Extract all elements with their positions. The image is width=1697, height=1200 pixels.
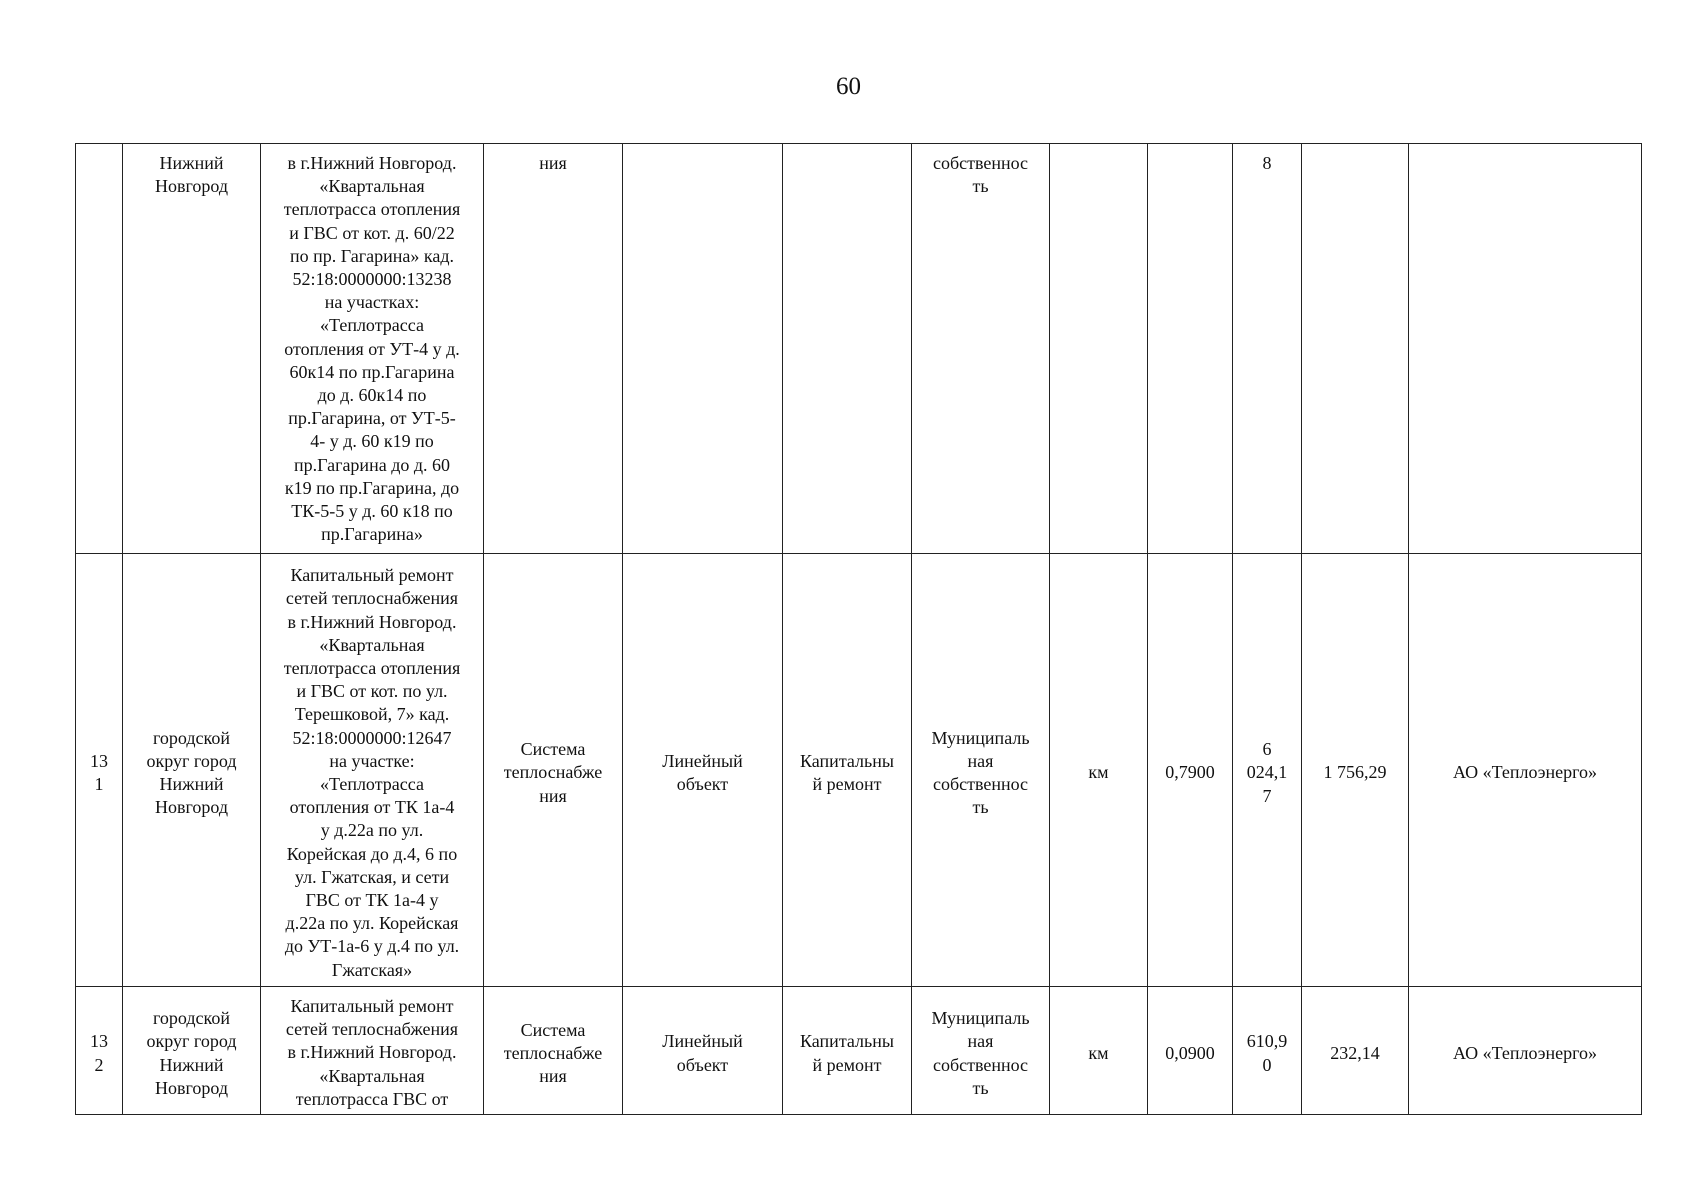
cell-text-line: по пр. Гагарина» кад. — [290, 245, 454, 266]
cell-text-line: Муниципаль — [931, 1008, 1030, 1029]
district-cell — [123, 987, 261, 1115]
system-cell — [484, 144, 623, 554]
cell-text-line: 0,0900 — [1165, 1042, 1215, 1063]
cell-text-line: д.22а по ул. Корейская — [285, 913, 459, 934]
district-cell — [123, 554, 261, 987]
cell-text-line: собственнос — [932, 153, 1029, 173]
cell-text-line: Новгород — [154, 176, 229, 197]
cell-text-line: Линейный — [662, 1031, 743, 1052]
unit-cell — [1050, 987, 1148, 1115]
cell-text-line: й ремонт — [812, 774, 882, 794]
cell-text-line: «Квартальная — [319, 176, 425, 197]
cell-text-line: «Теплотрасса — [320, 315, 424, 336]
cell-text-line: «Теплотрасса — [320, 774, 424, 794]
cell-text-line: объект — [676, 774, 729, 794]
row-number-cell — [76, 144, 123, 554]
cell-text-line: в г.Нижний Новгород. — [287, 611, 457, 632]
system-cell — [484, 554, 623, 987]
object-type-cell — [623, 554, 783, 987]
cell-text-line: ная — [967, 750, 994, 771]
cell-text-line: 024,1 — [1246, 762, 1288, 783]
cell-text-line: 13 — [90, 750, 108, 771]
page-number: 60 — [836, 73, 861, 100]
cell-text-line: отопления от УТ-4 у д. — [284, 338, 460, 359]
cell-text-line: теплотрасса отопления — [283, 199, 461, 220]
cell-text-line: пр.Гагарина» — [321, 524, 423, 545]
cell-text-line: Система — [520, 1019, 586, 1040]
cell-text-line: 6 — [1262, 739, 1272, 760]
cell-text-line: 2 — [94, 1054, 104, 1075]
system-cell — [484, 987, 623, 1115]
cell-text-line: сетей теплоснабжения — [285, 588, 459, 609]
cell-text-line: Нижний — [159, 153, 224, 173]
cell-text-line: ть — [972, 797, 989, 818]
cell-text-line: 7 — [1262, 785, 1272, 806]
cell-text-line: ТК-5-5 у д. 60 к18 по — [291, 501, 453, 522]
ownership-cell — [912, 554, 1050, 987]
cell-text-line: отопления от ТК 1а-4 — [289, 797, 455, 818]
cost-cell — [1233, 987, 1302, 1115]
work-type-cell — [783, 554, 912, 987]
row-number-cell — [76, 987, 123, 1115]
cell-text-line: 4- у д. 60 к19 по — [310, 431, 434, 452]
length-cell — [1148, 554, 1233, 987]
cost-cell — [1233, 144, 1302, 554]
length-cell — [1148, 987, 1233, 1115]
cell-text-line: Капитальный ремонт — [290, 565, 454, 586]
cell-text-line: объект — [676, 1054, 729, 1075]
unit-cell — [1050, 554, 1148, 987]
cell-text-line: теплоснабже — [503, 762, 603, 783]
row-number-cell — [76, 554, 123, 987]
object-type-cell — [623, 987, 783, 1115]
cell-text-line: й ремонт — [812, 1054, 882, 1075]
cell-text-line: округ город — [146, 750, 237, 771]
cell-text-line: округ город — [146, 1031, 237, 1052]
cell-text-line: 60к14 по пр.Гагарина — [289, 361, 455, 382]
cell-text-line: Муниципаль — [931, 727, 1030, 748]
cost-secondary-cell — [1302, 144, 1409, 554]
cell-text-line: км — [1088, 1042, 1109, 1063]
cell-text-line: теплотрасса отопления — [283, 657, 461, 678]
cell-text-line: 13 — [90, 1031, 108, 1052]
cell-text-line: собственнос — [932, 774, 1029, 794]
cell-text-line: пр.Гагарина, от УТ-5- — [288, 408, 456, 429]
cell-text-line: в г.Нижний Новгород. — [287, 1042, 457, 1063]
cell-text-line: «Квартальная — [319, 634, 425, 655]
cell-text-line: Нижний — [159, 1054, 224, 1075]
cell-text-line: 1 — [94, 774, 104, 794]
cell-text-line: Корейская до д.4, 6 по — [286, 843, 458, 864]
cost-secondary-cell — [1302, 987, 1409, 1115]
cost-secondary-cell — [1302, 554, 1409, 987]
cell-text-line: АО «Теплоэнерго» — [1452, 1042, 1598, 1063]
cell-text-line: собственнос — [932, 1054, 1029, 1075]
cell-text-line: городской — [152, 1008, 231, 1029]
cell-text-line: Капитальны — [800, 1031, 894, 1052]
cell-text-line: до д. 60к14 по — [317, 385, 427, 406]
operator-cell — [1409, 144, 1642, 554]
cell-text-line: ния — [539, 153, 567, 173]
cell-text-line: Система — [520, 739, 586, 760]
cell-text-line: 52:18:0000000:13238 — [292, 269, 452, 290]
cell-text-line: км — [1088, 762, 1109, 783]
cell-text-line: Гжатская» — [331, 959, 413, 980]
object-type-cell — [623, 144, 783, 554]
cell-text-line: ть — [972, 1077, 989, 1098]
cell-text-line: Капитальный ремонт — [290, 996, 454, 1016]
cell-text-line: ть — [972, 176, 989, 197]
cell-text-line: на участке: — [329, 750, 415, 771]
cell-text-line: 8 — [1262, 153, 1272, 173]
length-cell — [1148, 144, 1233, 554]
cell-text-line: теплотрасса ГВС от — [295, 1088, 449, 1109]
cell-text-line: ул. Гжатская, и сети — [294, 866, 450, 887]
cell-text-line: у д.22а по ул. — [320, 820, 424, 841]
cell-text-line: ГВС от ТК 1а-4 у — [305, 890, 439, 911]
cell-text-line: в г.Нижний Новгород. — [287, 153, 457, 173]
district-cell — [123, 144, 261, 554]
description-cell — [261, 554, 484, 987]
cell-text-line: сетей теплоснабжения — [285, 1019, 459, 1040]
cell-text-line: и ГВС от кот. по ул. — [296, 681, 448, 702]
cell-text-line: к19 по пр.Гагарина, до — [284, 477, 460, 498]
cell-text-line: пр.Гагарина до д. 60 — [293, 454, 451, 475]
cell-text-line: Линейный — [662, 750, 743, 771]
cell-text-line: 52:18:0000000:12647 — [292, 727, 452, 748]
cell-text-line: Нижний — [159, 774, 224, 794]
operator-cell — [1409, 554, 1642, 987]
cell-text-line: Капитальны — [800, 750, 894, 771]
work-type-cell — [783, 144, 912, 554]
cell-text-line: ния — [539, 1066, 567, 1087]
cell-text-line: 0,7900 — [1165, 762, 1215, 783]
cell-text-line: ния — [539, 785, 567, 806]
table-row — [76, 987, 1642, 1115]
cell-text-line: ная — [967, 1031, 994, 1052]
cell-text-line: теплоснабже — [503, 1042, 603, 1063]
cell-text-line: 232,14 — [1330, 1042, 1380, 1063]
cell-text-line: городской — [152, 727, 231, 748]
work-type-cell — [783, 987, 912, 1115]
description-cell — [261, 144, 484, 554]
operator-cell — [1409, 987, 1642, 1115]
cell-text-line: и ГВС от кот. д. 60/22 — [289, 222, 455, 243]
cell-text-line: АО «Теплоэнерго» — [1452, 762, 1598, 783]
cell-text-line: Новгород — [154, 797, 229, 818]
registry-table — [75, 143, 1642, 1115]
cell-text-line: на участках: — [324, 292, 420, 313]
description-cell — [261, 987, 484, 1115]
cell-text-line: до УТ-1а-6 у д.4 по ул. — [284, 936, 460, 957]
cell-text-line: Новгород — [154, 1077, 229, 1098]
cell-text-line: Терешковой, 7» кад. — [294, 704, 450, 725]
table-row — [76, 144, 1642, 554]
ownership-cell — [912, 987, 1050, 1115]
unit-cell — [1050, 144, 1148, 554]
cell-text-line: 610,9 — [1246, 1031, 1288, 1052]
cell-text-line: «Квартальная — [319, 1065, 425, 1086]
table-row — [76, 554, 1642, 987]
cell-text-line: 0 — [1262, 1054, 1272, 1075]
cost-cell — [1233, 554, 1302, 987]
cell-text-line: 1 756,29 — [1323, 762, 1387, 783]
ownership-cell — [912, 144, 1050, 554]
